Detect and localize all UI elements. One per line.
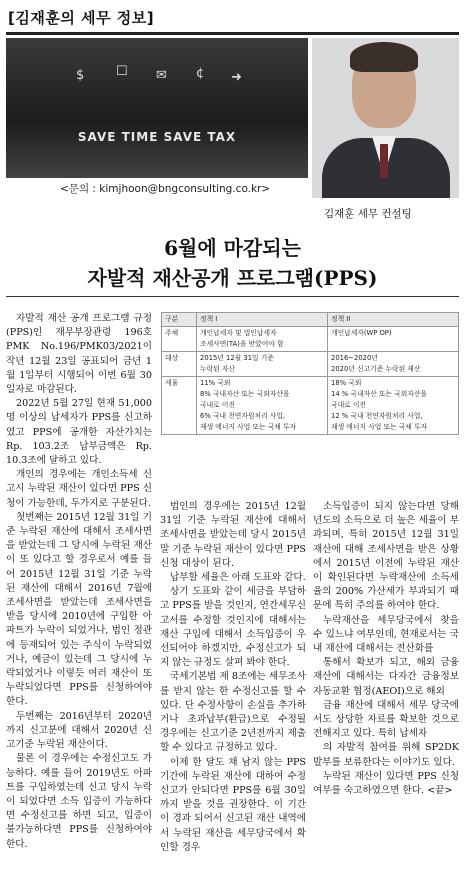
table-header: 구분	[162, 313, 197, 327]
article-column-1	[6, 312, 152, 852]
author-photo	[312, 38, 459, 198]
banner-image	[6, 38, 308, 178]
row-label: 대상	[162, 352, 197, 377]
contact-caption: <문의 : kimjhoon@bngconsulting.co.kr>	[60, 183, 271, 195]
column-title: [김재훈의 세무 정보]	[8, 9, 155, 27]
cell-line: 재생 에너지 사업 또는 국채 투자	[200, 423, 297, 431]
article-column-2	[160, 500, 306, 855]
cell-line: 개인납세자 및 법인납세자	[200, 329, 277, 337]
paragraph: 국세기본법 제 8조에는 세무조사를 받지 않는 한 수정신고를 할 수 있다. 단 수정사항이 손실을 추가하거나 초과납부(환급)으로 수정될 경우에는 신고기준 2년전까지 제출할 수 있다고 규정하고 있다.	[160, 671, 306, 754]
table-header: 정책 II	[328, 313, 459, 327]
table-row	[162, 327, 459, 352]
tax-rate-table	[161, 312, 459, 435]
paragraph: 법인의 경우에는 2015년 12월 31일 기준 누락된 재산에 대해서 조세사면을 받았는데 당시 2015년말 기준 누락된 재산이 있다면 PPS 신청 대상이 된다.	[160, 501, 306, 569]
cell-line: 2020년 신고기준 누락된 재산	[331, 365, 421, 373]
money-icon: $	[76, 68, 85, 83]
paragraph: 두번째는 2016년부터 2020년까지 신고분에 대해서 2020년 신고기준 누락된 재산이다.	[6, 710, 152, 751]
paragraph: 개인의 경우에는 개인소득세 신고시 누락된 재산이 있다면 PPS 신청이 가능한데, 두가지로 구분된다.	[6, 469, 152, 509]
arrow-icon: ➜	[231, 70, 242, 85]
paragraph: 첫번째는 2015년 12월 31일 기준 누락된 재산에 대해서 조세사면을 받았는데 그 당시에 누락된 재산이 또 있다고 할 경우로서 예를 들어 2015년 12월 31일 기준 누락된 재산에 대해서 2016년 7월에 조세사면을 받았는데 조세사면을 받을 당시에 2010년에 구입한 아파트가 누락이 되었거나, 법인 정관에 등재되어 있는 주식이 누락되었거나, 예금이 있는데 그 당시에 누락되었거나 이렇듯 여러 재산이 또 누락되었다면 PPS를 신청하여야 한다.	[6, 511, 152, 708]
cell-line: 국내로 이전	[200, 401, 235, 409]
cell-line: 재생 에너지 사업 또는 국채 투자	[331, 423, 428, 431]
article-column-3	[313, 500, 459, 798]
cell-line: 14 % 국내자산 또는 국외자산을	[331, 390, 427, 398]
paragraph: 이제 한 달도 채 남지 않는 PPS 기간에 누락된 재산에 대하여 수정신고가 안되다면 PPS를 6월 30일까지 받을 것을 권장한다. 이 기간이 경과 되어서 신고된 재산 내역에서 누락된 재산을 세무당국에서 확인할 경우	[160, 756, 306, 853]
paragraph: 금융 재산에 대해서 세무 당국에서도 상당한 자료를 확보한 것으로 전해지고 있다. 특히 납세자	[313, 699, 459, 740]
author-name: 김재훈 세무 컨설팅	[324, 208, 412, 220]
paragraph: 2022년 5월 27일 현재 51,000명 이상의 납세자가 PPS를 신고하였고 PPS에 공개한 자산가치는 Rp. 103.2조 납부금액은 Rp. 10.3조에 달하고 있다.	[6, 398, 152, 467]
headline-line2: 자발적 재산공개 프로그램(PPS)	[87, 266, 378, 290]
cell-line: 11% 국외	[200, 379, 231, 387]
cell-line: 6% 국내 천연자원처리 사업,	[200, 412, 286, 420]
paragraph: 자발적 재산 공개 프로그램 규정(PPS)인 재무부장관령 196호 PMK No.196/PMK03/2021이 작년 12월 23일 공표되어 금년 1월 1일부터 시행되어 이번 6월 30일자로 마감된다.	[6, 313, 152, 396]
row-label: 세율	[162, 377, 197, 435]
coin-icon: ¢	[196, 66, 205, 81]
cell-line: 개인납세자(WP OP)	[331, 329, 392, 337]
divider	[6, 296, 459, 297]
headline-line1: 6월에 마감되는	[164, 236, 301, 260]
paragraph: 의 자발적 참여를 위해 SP2DK 발부를 보류한다는 이야기도 있다.	[313, 742, 459, 768]
paragraph: 누락재산을 세무당국에서 찾을 수 있느냐 여부인데, 현재로서는 국내 재산에 대해서는 전산화를	[313, 614, 459, 655]
chat-icon: ✉	[156, 68, 167, 83]
table-header: 정책 I	[197, 313, 328, 327]
paragraph: 누락된 재산이 있다면 PPS 신청 여부를 숙고하였으면 한다. <끝>	[313, 770, 459, 797]
cell-line: 2016~2020년	[331, 354, 378, 362]
cell-line: 8% 국내자산 또는 국외자산을	[200, 390, 290, 398]
cell-line: 18% 국외	[331, 379, 362, 387]
cell-line: 조세사면(TA)을 받았어야 함	[200, 340, 284, 348]
paragraph: 상기 도표와 같이 세금을 부담하고 PPS를 받을 것인지, 연간세무신고서를 수정할 것인지에 대해서는 재산 구입에 대해서 소득입증이 우선되어야 하겠지만, 수정신고가 되지 않는 규정도 살펴 봐야 한다.	[160, 586, 306, 669]
table-row	[162, 352, 459, 377]
cell-line: 국내로 이전	[331, 401, 366, 409]
column-header	[6, 4, 459, 35]
cell-line: 12 % 국내 천연자원처리 사업,	[331, 412, 423, 420]
phone-icon: ☐	[116, 64, 128, 79]
paragraph: 납부할 세율은 아래 도표와 같다.	[170, 572, 306, 584]
cell-line: 누락된 자산	[200, 365, 235, 373]
row-label: 주체	[162, 327, 197, 352]
table-row	[162, 377, 459, 435]
cell-line: 2015년 12월 31일 기준	[200, 354, 274, 362]
banner-slogan: SAVE TIME SAVE TAX	[77, 130, 237, 144]
paragraph: 물론 이 경우에는 수정신고도 가능하다. 예를 들어 2019년도 아파트를 구입하였는데 신고 당시 누락이 되었다면 소득 입증이 가능하다면 수정신고를 하면 되고, 입증이 불가능하다면 PPS를 신청하여야 한다.	[6, 753, 152, 850]
paragraph: 소득입증이 되지 않는다면 당해년도의 소득으로 더 높은 세율이 부과되며, 특히 2015년 12월 31일 재산에 대해 조세사면을 받은 상황에서 2015년 이전에 누락된 재산이 확인된다면 누락재산에 소득세율의 200% 가산세가 부과되기 때문에 특히 주의를 하여야 한다.	[313, 501, 459, 612]
paragraph: 통해서 확보가 되고, 해외 금융 재산에 대해서는 다자간 금융정보 자동교환 협정(AEOI)으로 해외	[313, 657, 459, 697]
